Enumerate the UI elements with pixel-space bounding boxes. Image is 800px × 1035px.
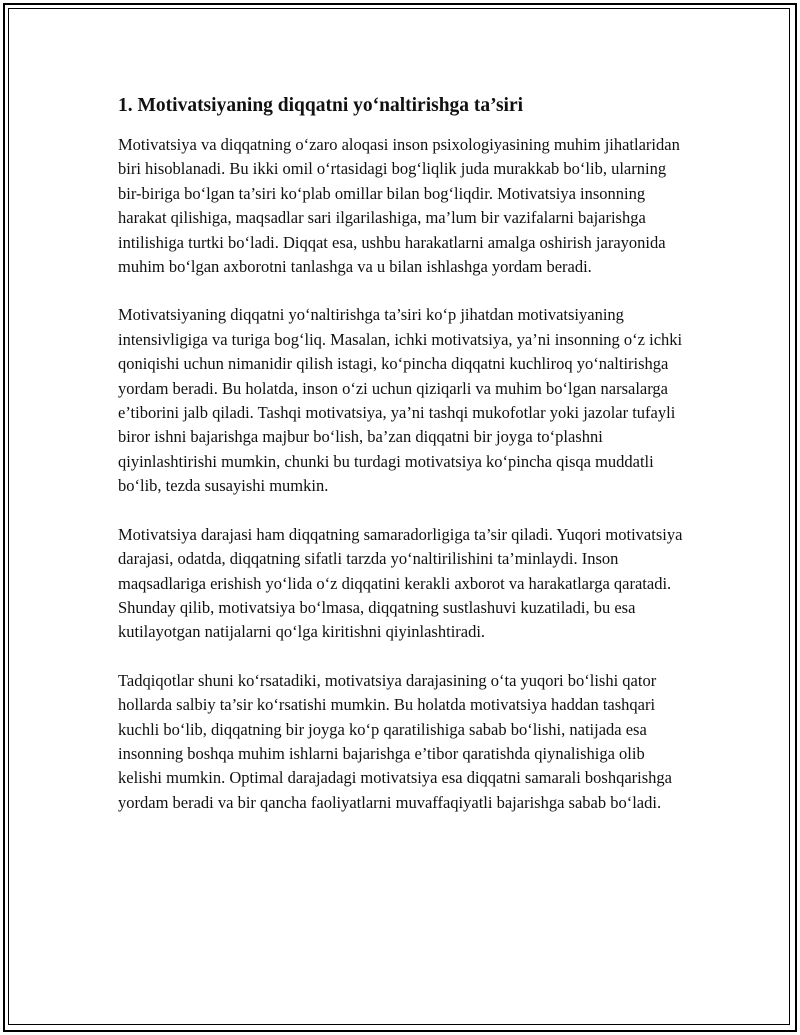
paragraph-4: Tadqiqotlar shuni ko‘rsatadiki, motivatsiya darajasining o‘ta yuqori bo‘lishi qator hollarda salbiy ta’sir ko‘rsatishi mumkin. Bu holatda motivatsiya haddan tashqari kuchli bo‘lib, diqqatning bir joyga ko‘p qaratilishiga sabab bo‘lishi, natijada esa insonning boshqa muhim ishlarni bajarishga e’tibor qaratishda qiynalishiga olib kelishi mumkin. Optimal darajadagi motivatsiya esa diqqatni samarali boshqarishga yordam beradi va bir qancha faoliyatlarni muvaffaqiyatli bajarishga sabab bo‘ladi. bbox=[118, 670, 672, 812]
paragraph-1: Motivatsiya va diqqatning o‘zaro aloqasi inson psixologiyasining muhim jihatlaridan biri hisoblanadi. Bu ikki omil o‘rtasidagi bog‘liqlik juda murakkab bo‘lib, ularning bir-biriga bo‘lgan ta’siri ko‘plab omillar bilan bog‘liqdir. Motivatsiya insonning harakat qilishiga, maqsadlar sari ilgarilashiga, ma’lum bir vazifalarni bajarishga intilishiga turtki bo‘ladi. Diqqat esa, ushbu harakatlarni amalga oshirish jarayonida muhim bo‘lgan axborotni tanlashga va u bilan ishlashga yordam beradi. bbox=[118, 135, 680, 277]
document-body bbox=[118, 92, 688, 815]
section-heading: 1. Motivatsiyaning diqqatni yo‘naltirishga ta’siri bbox=[118, 95, 524, 116]
paragraph-2: Motivatsiyaning diqqatni yo‘naltirishga ta’siri ko‘p jihatdan motivatsiyaning intensivligiga va turiga bog‘liq. Masalan, ichki motivatsiya, ya’ni insonning o‘z ichki qoniqishi uchun nimanidir qilish istagi, ko‘pincha diqqatni kuchliroq yo‘naltirishga yordam beradi. Bu holatda, inson o‘zi uchun qiziqarli va muhim bo‘lgan narsalarga e’tiborini jalb qiladi. Tashqi motivatsiya, ya’ni tashqi mukofotlar yoki jazolar tufayli biror ishni bajarishga majbur bo‘lish, ba’zan diqqatni bir joyga to‘plashni qiyinlashtirishi mumkin, chunki bu turdagi motivatsiya ko‘pincha qisqa muddatli bo‘lib, tezda susayishi mumkin. bbox=[118, 305, 683, 496]
paragraph-3: Motivatsiya darajasi ham diqqatning samaradorligiga ta’sir qiladi. Yuqori motivatsiya darajasi, odatda, diqqatning sifatli tarzda yo‘naltirilishini ta’minlaydi. Inson maqsadlariga erishish yo‘lida o‘z diqqatini kerakli axborot va harakatlarga qaratadi. Shunday qilib, motivatsiya bo‘lmasa, diqqatning sustlashuvi kuzatiladi, bu esa kutilayotgan natijalarni qo‘lga kiritishni qiyinlashtiradi. bbox=[118, 524, 683, 642]
